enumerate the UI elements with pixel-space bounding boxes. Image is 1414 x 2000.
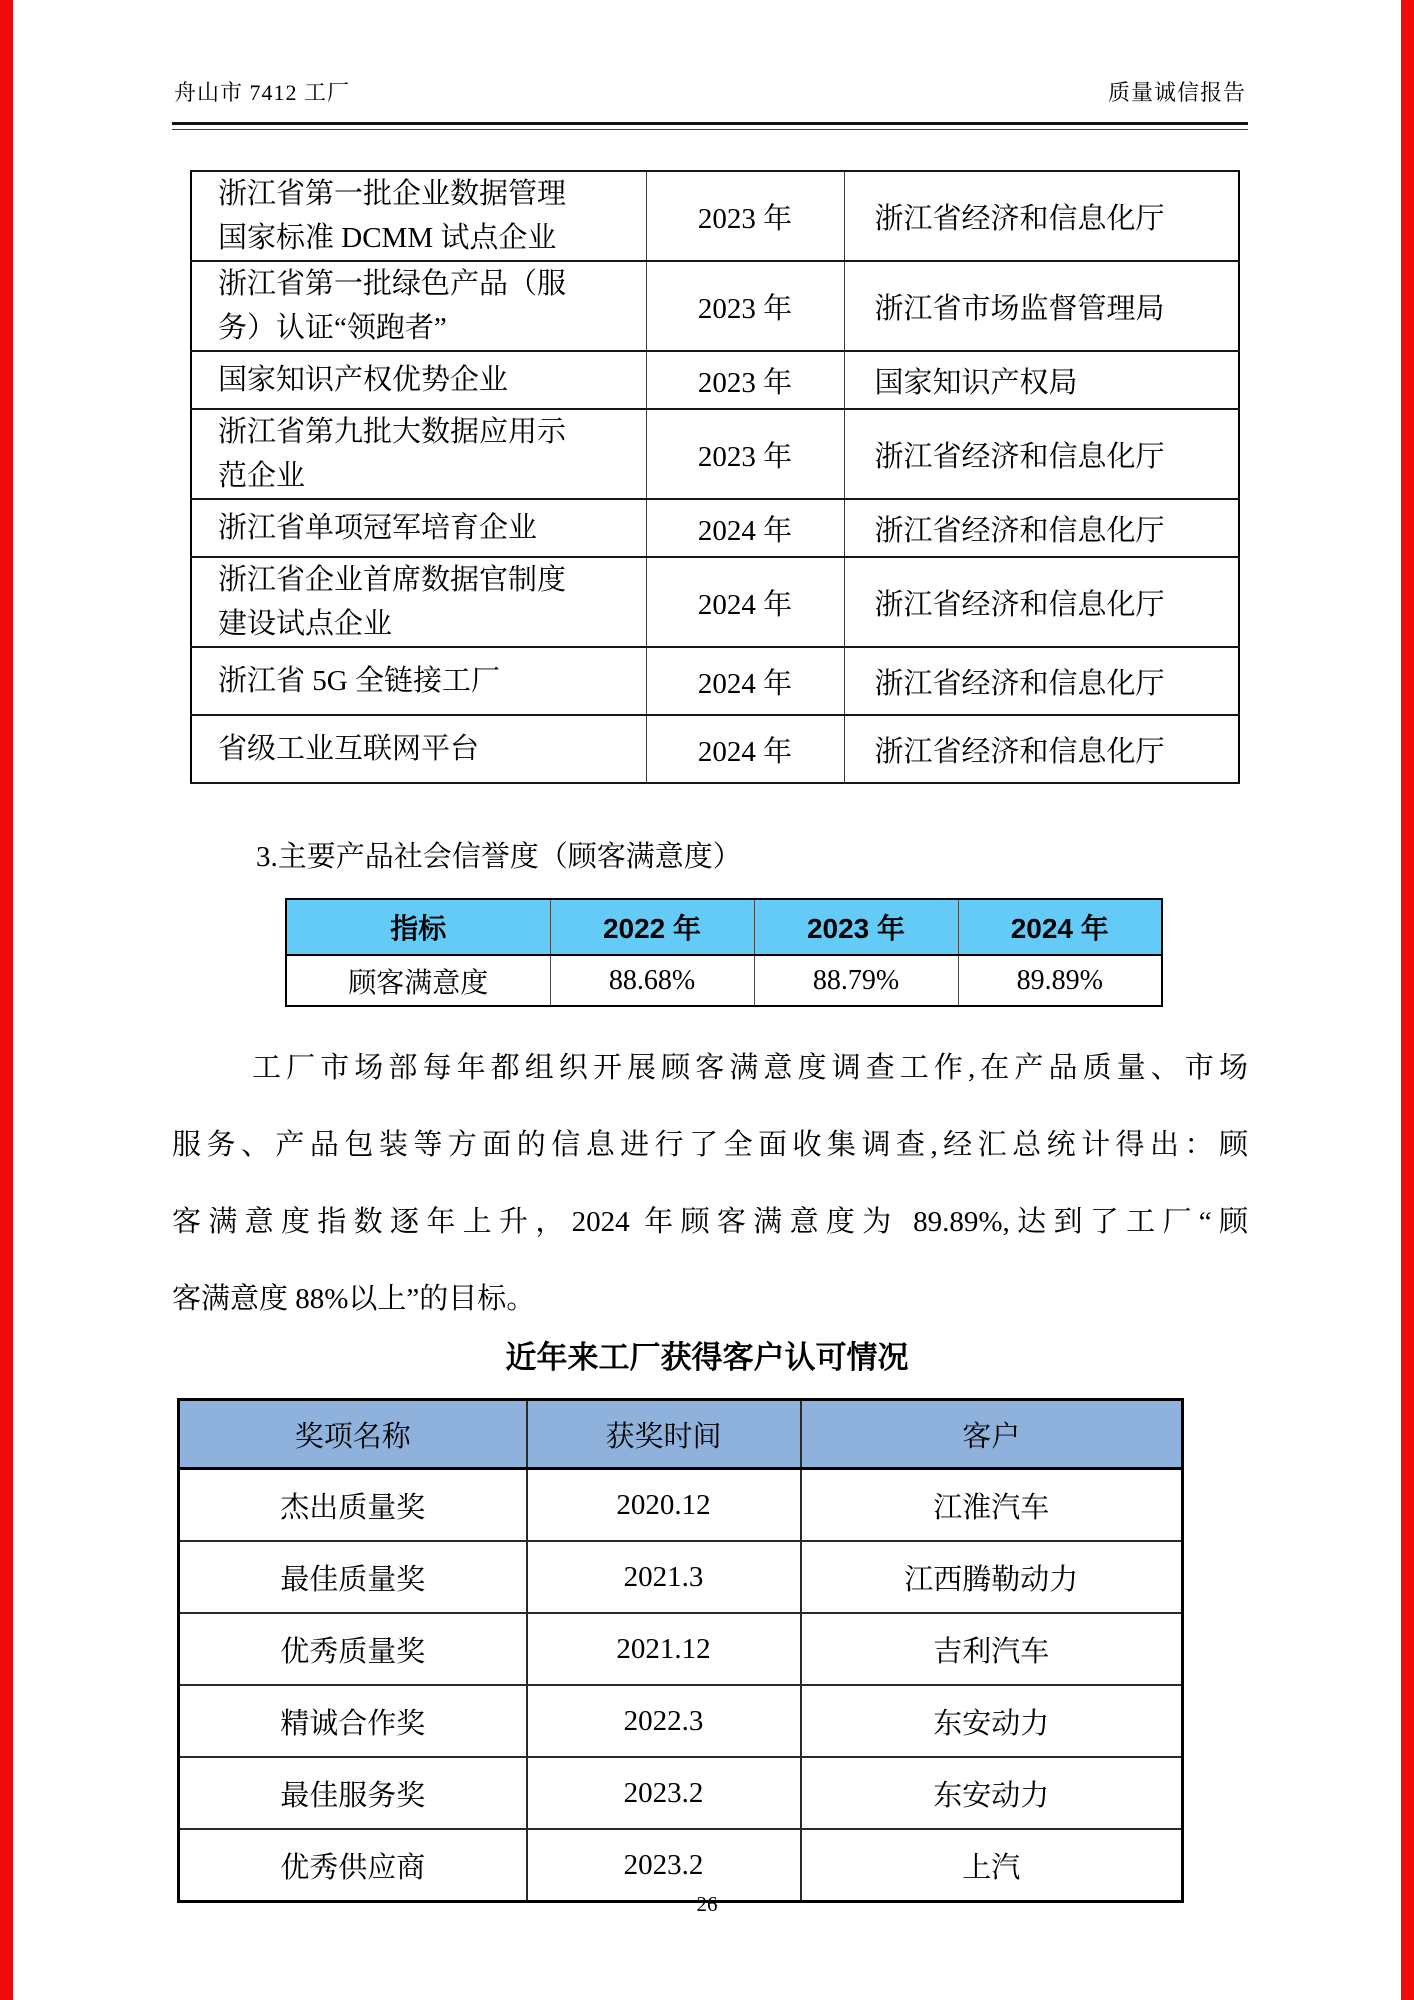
honor-issuer-cell: 浙江省经济和信息化厅 bbox=[844, 171, 1239, 261]
awards-header-cell: 奖项名称 bbox=[179, 1400, 527, 1469]
honor-name-line: 国家标准 DCMM 试点企业 bbox=[218, 222, 557, 254]
satisfaction-row-label: 顾客满意度 bbox=[286, 955, 550, 1006]
satisfaction-header-row bbox=[286, 899, 1162, 955]
honor-name-line: 浙江省第一批绿色产品（服 bbox=[218, 268, 567, 300]
award-date-cell: 2020.12 bbox=[527, 1469, 801, 1542]
award-date-cell: 2022.3 bbox=[527, 1685, 801, 1757]
honor-issuer-cell: 浙江省经济和信息化厅 bbox=[844, 715, 1239, 783]
satisfaction-value: 88.68% bbox=[550, 955, 754, 1006]
paragraph-line: 客满意度指数逐年上升，2024 年顾客满意度为 89.89%,达到了工厂“顾 bbox=[172, 1206, 1248, 1238]
honor-row bbox=[191, 351, 1239, 409]
honor-name-line: 建设试点企业 bbox=[218, 608, 393, 640]
honor-name-line: 范企业 bbox=[218, 460, 306, 492]
satisfaction-value: 88.79% bbox=[754, 955, 958, 1006]
satisfaction-value: 89.89% bbox=[958, 955, 1162, 1006]
award-date-cell: 2021.3 bbox=[527, 1541, 801, 1613]
awards-header-cell: 获奖时间 bbox=[527, 1400, 801, 1469]
honor-year-cell: 2024 年 bbox=[646, 647, 844, 715]
honor-name-line: 国家知识产权优势企业 bbox=[218, 364, 509, 396]
honor-year-cell: 2024 年 bbox=[646, 499, 844, 557]
award-customer-cell: 吉利汽车 bbox=[801, 1613, 1183, 1685]
honor-name-line: 浙江省第一批企业数据管理 bbox=[218, 178, 567, 210]
satisfaction-header-cell: 2024 年 bbox=[958, 899, 1162, 955]
awards-header-cell: 客户 bbox=[801, 1400, 1183, 1469]
award-row bbox=[179, 1685, 1183, 1757]
honor-row bbox=[191, 499, 1239, 557]
award-customer-cell: 江淮汽车 bbox=[801, 1469, 1183, 1542]
award-customer-cell: 东安动力 bbox=[801, 1757, 1183, 1829]
award-row bbox=[179, 1613, 1183, 1685]
honor-issuer-cell: 浙江省经济和信息化厅 bbox=[844, 557, 1239, 647]
honor-year-cell: 2023 年 bbox=[646, 409, 844, 499]
right-red-edge-stripe bbox=[1401, 0, 1414, 2000]
page-number: 26 bbox=[696, 1892, 718, 1916]
body-paragraph bbox=[172, 1030, 1248, 1338]
honor-name-cell bbox=[191, 715, 646, 783]
award-row bbox=[179, 1829, 1183, 1902]
award-customer-cell: 江西腾勒动力 bbox=[801, 1541, 1183, 1613]
honor-name-line: 浙江省企业首席数据官制度 bbox=[218, 564, 567, 596]
honor-row bbox=[191, 557, 1239, 647]
award-row bbox=[179, 1757, 1183, 1829]
honor-row bbox=[191, 171, 1239, 261]
awards-table bbox=[177, 1398, 1184, 1903]
honor-year-cell: 2023 年 bbox=[646, 171, 844, 261]
award-name-cell: 最佳服务奖 bbox=[179, 1757, 527, 1829]
honor-name-line: 务）认证“领跑者” bbox=[218, 312, 447, 344]
award-name-cell: 最佳质量奖 bbox=[179, 1541, 527, 1613]
award-customer-cell: 上汽 bbox=[801, 1829, 1183, 1902]
award-name-cell: 优秀供应商 bbox=[179, 1829, 527, 1902]
honor-name-line: 浙江省单项冠军培育企业 bbox=[218, 512, 538, 544]
honor-issuer-cell: 国家知识产权局 bbox=[844, 351, 1239, 409]
header-company: 舟山市 7412 工厂 bbox=[174, 80, 351, 105]
award-date-cell: 2023.2 bbox=[527, 1757, 801, 1829]
paragraph-line: 服务、产品包装等方面的信息进行了全面收集调查,经汇总统计得出：顾 bbox=[172, 1129, 1248, 1161]
award-customer-cell: 东安动力 bbox=[801, 1685, 1183, 1757]
satisfaction-table bbox=[285, 898, 1163, 1007]
award-name-cell: 优秀质量奖 bbox=[179, 1613, 527, 1685]
honor-name-cell bbox=[191, 409, 646, 499]
awards-header-row bbox=[179, 1400, 1183, 1469]
paragraph-line: 工厂市场部每年都组织开展顾客满意度调查工作,在产品质量、市场 bbox=[252, 1052, 1248, 1084]
honor-issuer-cell: 浙江省经济和信息化厅 bbox=[844, 647, 1239, 715]
honor-row bbox=[191, 409, 1239, 499]
honor-name-cell bbox=[191, 171, 646, 261]
honor-issuer-cell: 浙江省经济和信息化厅 bbox=[844, 409, 1239, 499]
honor-name-line: 省级工业互联网平台 bbox=[218, 733, 480, 765]
honor-year-cell: 2023 年 bbox=[646, 351, 844, 409]
honor-name-cell bbox=[191, 261, 646, 351]
satisfaction-header-cell: 2023 年 bbox=[754, 899, 958, 955]
header-rule bbox=[172, 122, 1248, 130]
honor-year-cell: 2023 年 bbox=[646, 261, 844, 351]
honor-name-cell bbox=[191, 647, 646, 715]
honor-row bbox=[191, 647, 1239, 715]
honor-year-cell: 2024 年 bbox=[646, 715, 844, 783]
honor-row bbox=[191, 261, 1239, 351]
award-name-cell: 杰出质量奖 bbox=[179, 1469, 527, 1542]
paragraph-line: 客满意度 88%以上”的目标。 bbox=[172, 1283, 536, 1315]
honor-name-line: 浙江省第九批大数据应用示 bbox=[218, 416, 567, 448]
honor-issuer-cell: 浙江省市场监督管理局 bbox=[844, 261, 1239, 351]
honor-name-cell bbox=[191, 499, 646, 557]
honor-issuer-cell: 浙江省经济和信息化厅 bbox=[844, 499, 1239, 557]
honor-name-cell bbox=[191, 557, 646, 647]
header-doc-title: 质量诚信报告 bbox=[1107, 80, 1246, 105]
award-date-cell: 2023.2 bbox=[527, 1829, 801, 1902]
award-row bbox=[179, 1541, 1183, 1613]
honor-name-cell bbox=[191, 351, 646, 409]
honor-name-line: 浙江省 5G 全链接工厂 bbox=[218, 665, 500, 697]
honor-year-cell: 2024 年 bbox=[646, 557, 844, 647]
awards-title: 近年来工厂获得客户认可情况 bbox=[505, 1340, 909, 1375]
award-date-cell: 2021.12 bbox=[527, 1613, 801, 1685]
honors-table bbox=[190, 170, 1240, 784]
left-red-edge-stripe bbox=[0, 0, 13, 2000]
honor-row bbox=[191, 715, 1239, 783]
satisfaction-data-row bbox=[286, 955, 1162, 1006]
satisfaction-header-cell: 2022 年 bbox=[550, 899, 754, 955]
satisfaction-header-cell: 指标 bbox=[286, 899, 550, 955]
award-name-cell: 精诚合作奖 bbox=[179, 1685, 527, 1757]
section-heading: 3.主要产品社会信誉度（顾客满意度） bbox=[256, 841, 742, 873]
award-row bbox=[179, 1469, 1183, 1542]
